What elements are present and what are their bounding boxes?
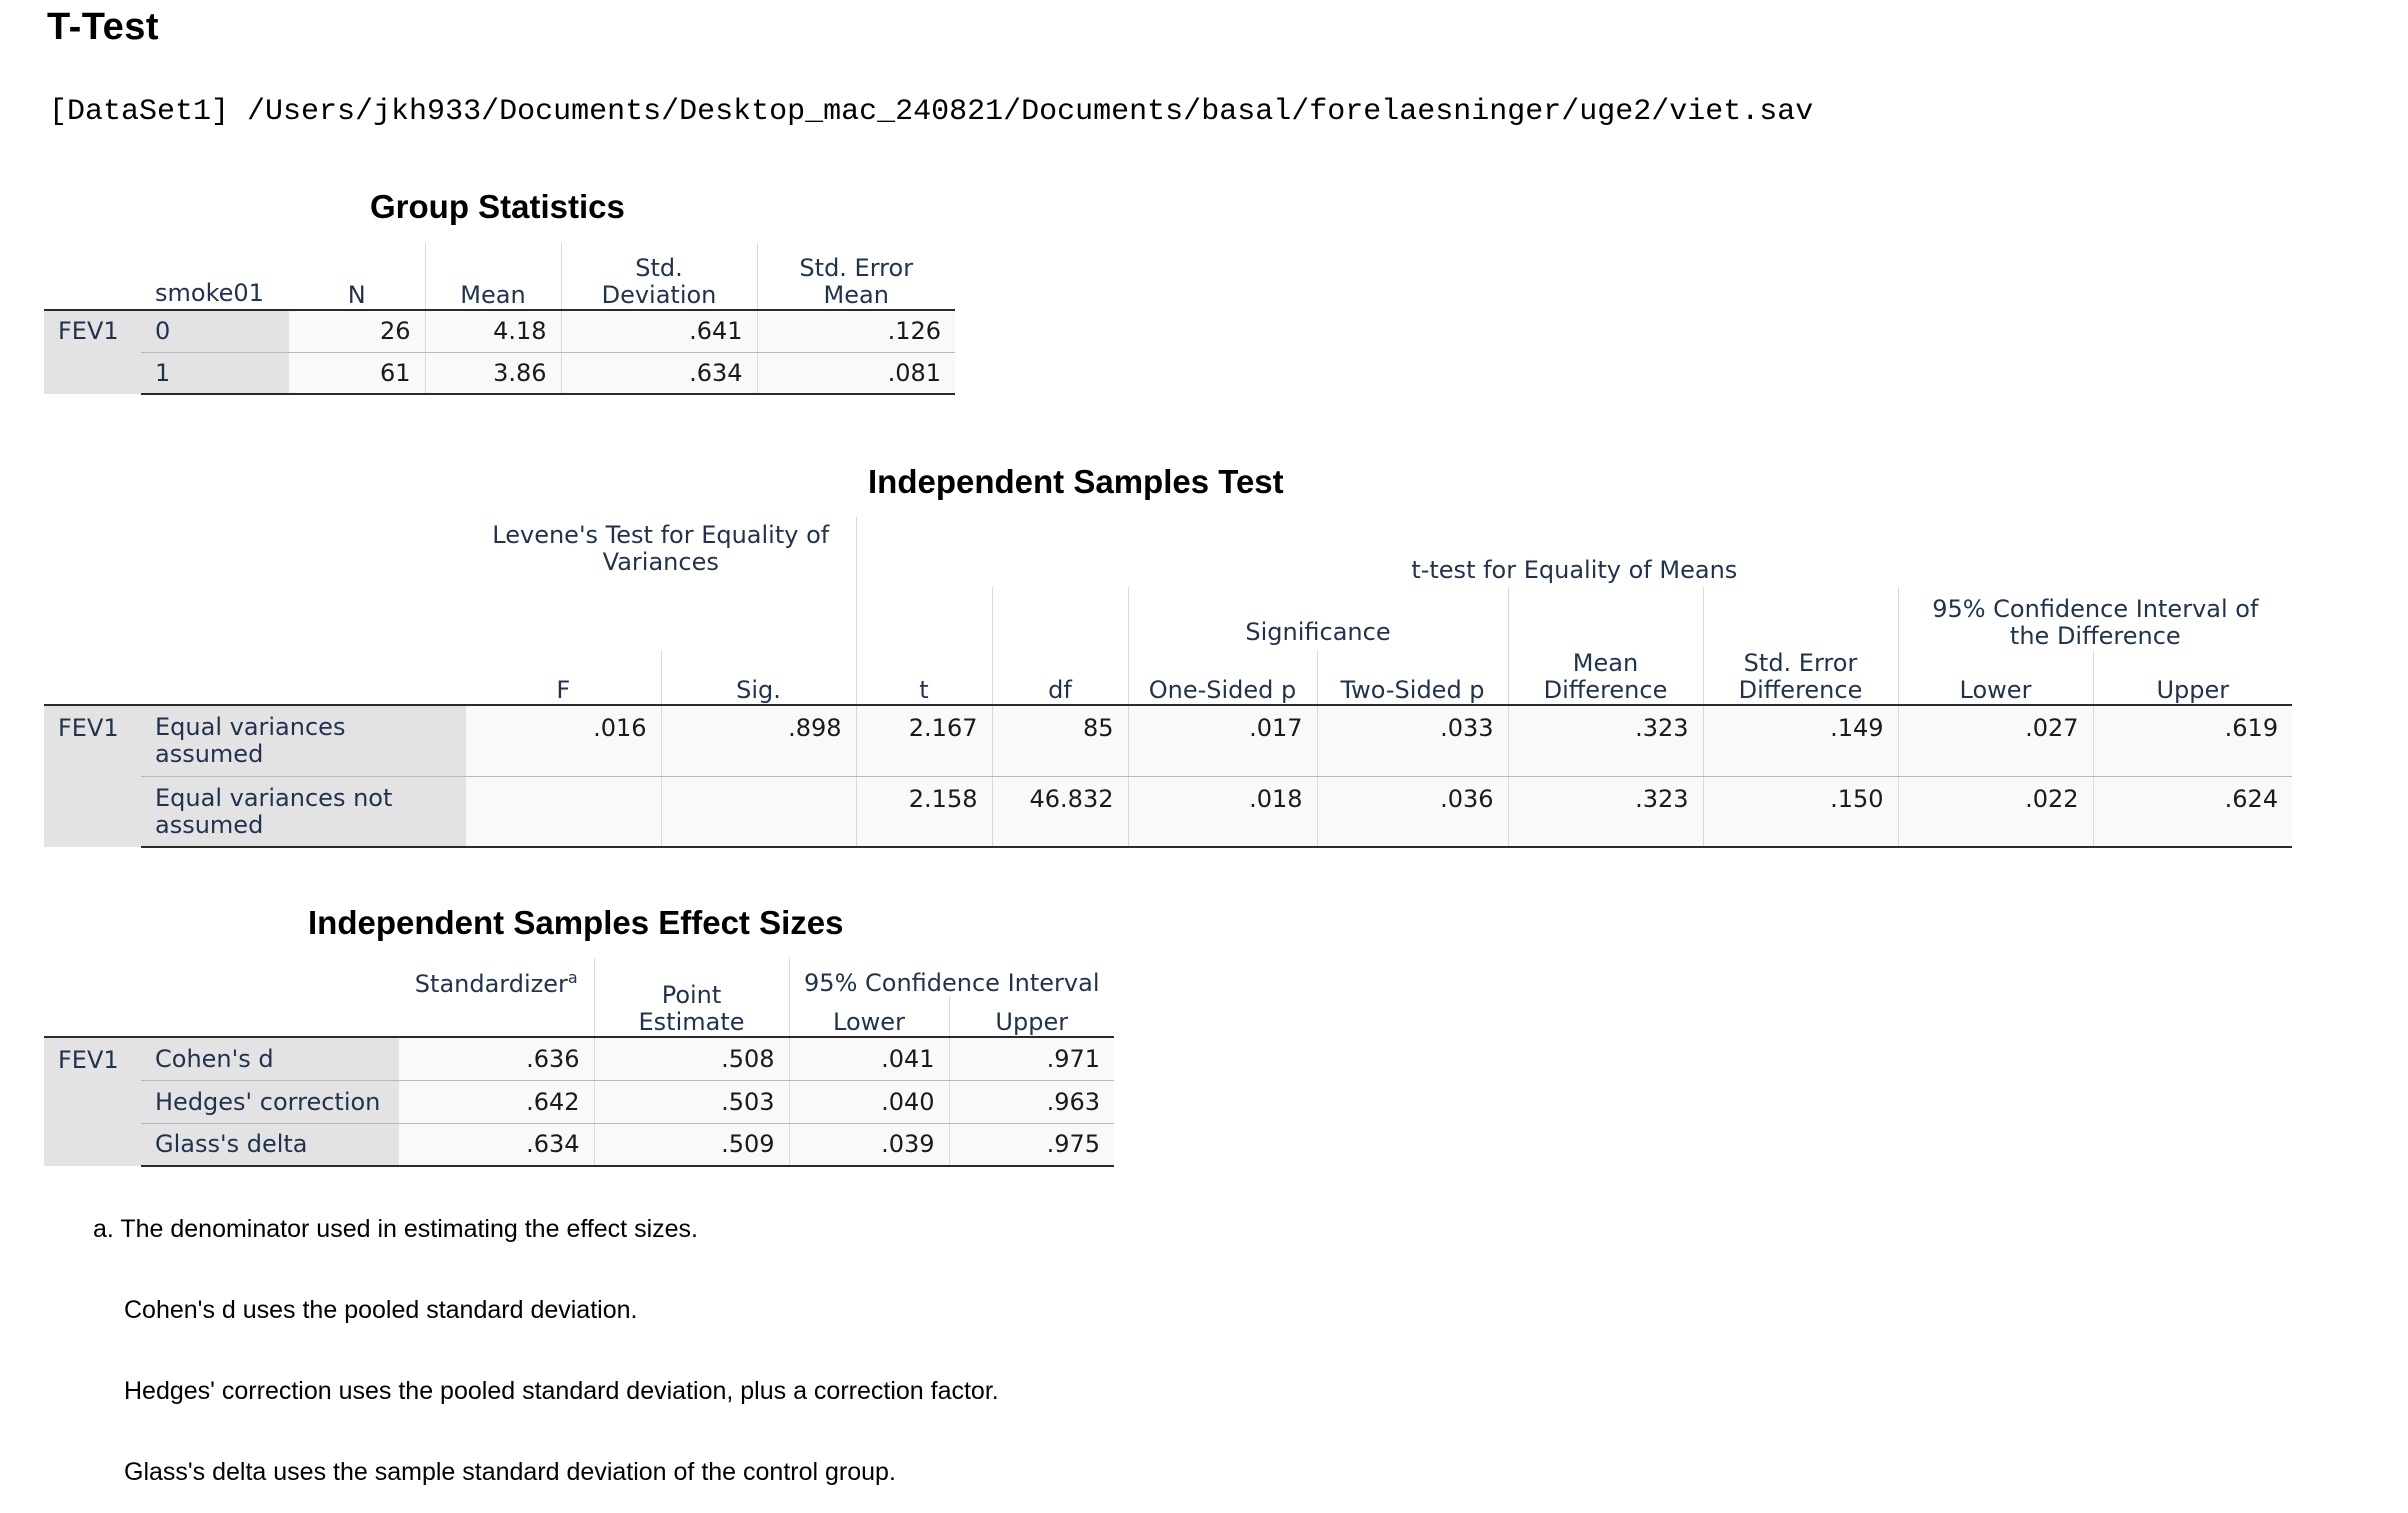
standardizer-value: .636 [399,1037,594,1080]
upper-header: Upper [949,997,1114,1037]
sd-value: .641 [561,310,757,352]
f-value [466,776,661,847]
std-error-mean-header: Std. Error Mean [757,243,955,310]
f-header: F [556,676,571,704]
mean-difference-header: Mean Difference [1508,650,1703,705]
f-value: .016 [466,705,661,776]
sd-value: .634 [561,352,757,394]
mean-header: Mean [425,243,561,310]
row-label: Glass's delta [141,1123,399,1166]
std-error-difference-value: .149 [1703,705,1898,776]
one-sided-p-header: One-Sided p [1128,650,1317,705]
lower-value: .040 [789,1080,949,1123]
levene-header: Levene's Test for Equality of Variances [492,521,830,576]
std-error-difference-header: Std. Error Difference [1703,650,1898,705]
df-value: 85 [992,705,1128,776]
independent-samples-test-table[interactable] [44,517,2292,848]
table-row [44,776,2292,847]
standardizer-header [399,958,594,1037]
dataset-path: [DataSet1] /Users/jkh933/Documents/Desktop_mac_240821/Documents/basal/forelaesninger/uge2/viet.sav [49,95,1814,129]
independent-samples-test-title: Independent Samples Test [868,463,1284,500]
standardizer-label: Standardizer [414,970,568,998]
upper-value: .963 [949,1080,1114,1123]
fev1-label: FEV1 [44,310,141,394]
group-value: 0 [141,310,289,352]
table-row [44,1037,1114,1080]
lower-header: Lower [789,997,949,1037]
point-estimate-value: .508 [594,1037,789,1080]
effect-sizes-table[interactable] [44,958,1114,1167]
group-statistics-table[interactable] [44,243,955,395]
point-estimate-header: Point Estimate [594,958,789,1037]
row-label: Equal variances not assumed [141,776,466,847]
n-value: 26 [289,310,425,352]
row-label: Hedges' correction [141,1080,399,1123]
std-error-difference-value: .150 [1703,776,1898,847]
n-value: 61 [289,352,425,394]
lower-value: .039 [789,1123,949,1166]
lower-value: .027 [1898,705,2093,776]
table-row [44,310,955,352]
table-row [44,1123,1114,1166]
fev1-label: FEV1 [44,1037,141,1166]
two-sided-p-value: .033 [1317,705,1508,776]
two-sided-p-header: Two-Sided p [1317,650,1508,705]
se-value: .081 [757,352,955,394]
footnote-line: Hedges' correction uses the pooled standard deviation, plus a correction factor. [124,1377,999,1405]
upper-value: .975 [949,1123,1114,1166]
df-header: df [992,650,1128,705]
ci-header: 95% Confidence Interval [789,958,1114,997]
two-sided-p-value: .036 [1317,776,1508,847]
group-value: 1 [141,352,289,394]
std-deviation-header: Std. Deviation [561,243,757,310]
effect-sizes-title: Independent Samples Effect Sizes [308,904,844,941]
point-estimate-value: .503 [594,1080,789,1123]
t-value: 2.167 [856,705,992,776]
significance-header: Significance [1128,587,1508,650]
group-statistics-title: Group Statistics [370,188,625,225]
one-sided-p-value: .017 [1128,705,1317,776]
t-header: t [856,650,992,705]
se-value: .126 [757,310,955,352]
upper-value: .619 [2093,705,2292,776]
output-title: T-Test [47,6,160,48]
row-label: Cohen's d [141,1037,399,1080]
lower-value: .022 [1898,776,2093,847]
row-label: Equal variances assumed [141,705,466,776]
sig-header: Sig. [661,650,856,705]
standardizer-value: .634 [399,1123,594,1166]
upper-header: Upper [2093,650,2292,705]
footnote-line: Cohen's d uses the pooled standard deviation. [124,1296,638,1324]
sig-value: .898 [661,705,856,776]
n-header: N [347,281,366,309]
point-estimate-value: .509 [594,1123,789,1166]
upper-value: .624 [2093,776,2292,847]
fev1-label: FEV1 [44,705,141,847]
ttest-header: t-test for Equality of Means [856,517,2292,587]
sig-value [661,776,856,847]
mean-difference-value: .323 [1508,776,1703,847]
footnote-line: Glass's delta uses the sample standard deviation of the control group. [124,1458,896,1486]
footnote [93,1162,999,1513]
t-value: 2.158 [856,776,992,847]
smoke01-header: smoke01 [155,279,264,307]
standardizer-value: .642 [399,1080,594,1123]
mean-value: 3.86 [425,352,561,394]
lower-header: Lower [1898,650,2093,705]
df-value: 46.832 [992,776,1128,847]
mean-value: 4.18 [425,310,561,352]
mean-difference-value: .323 [1508,705,1703,776]
one-sided-p-value: .018 [1128,776,1317,847]
ci-difference-header: 95% Confidence Interval of the Difference [1898,587,2292,650]
footnote-line: a. The denominator used in estimating the effect sizes. [93,1215,698,1243]
upper-value: .971 [949,1037,1114,1080]
table-row [44,1080,1114,1123]
footnote-marker: a [567,968,578,987]
table-row [44,352,955,394]
table-row [44,705,2292,776]
lower-value: .041 [789,1037,949,1080]
